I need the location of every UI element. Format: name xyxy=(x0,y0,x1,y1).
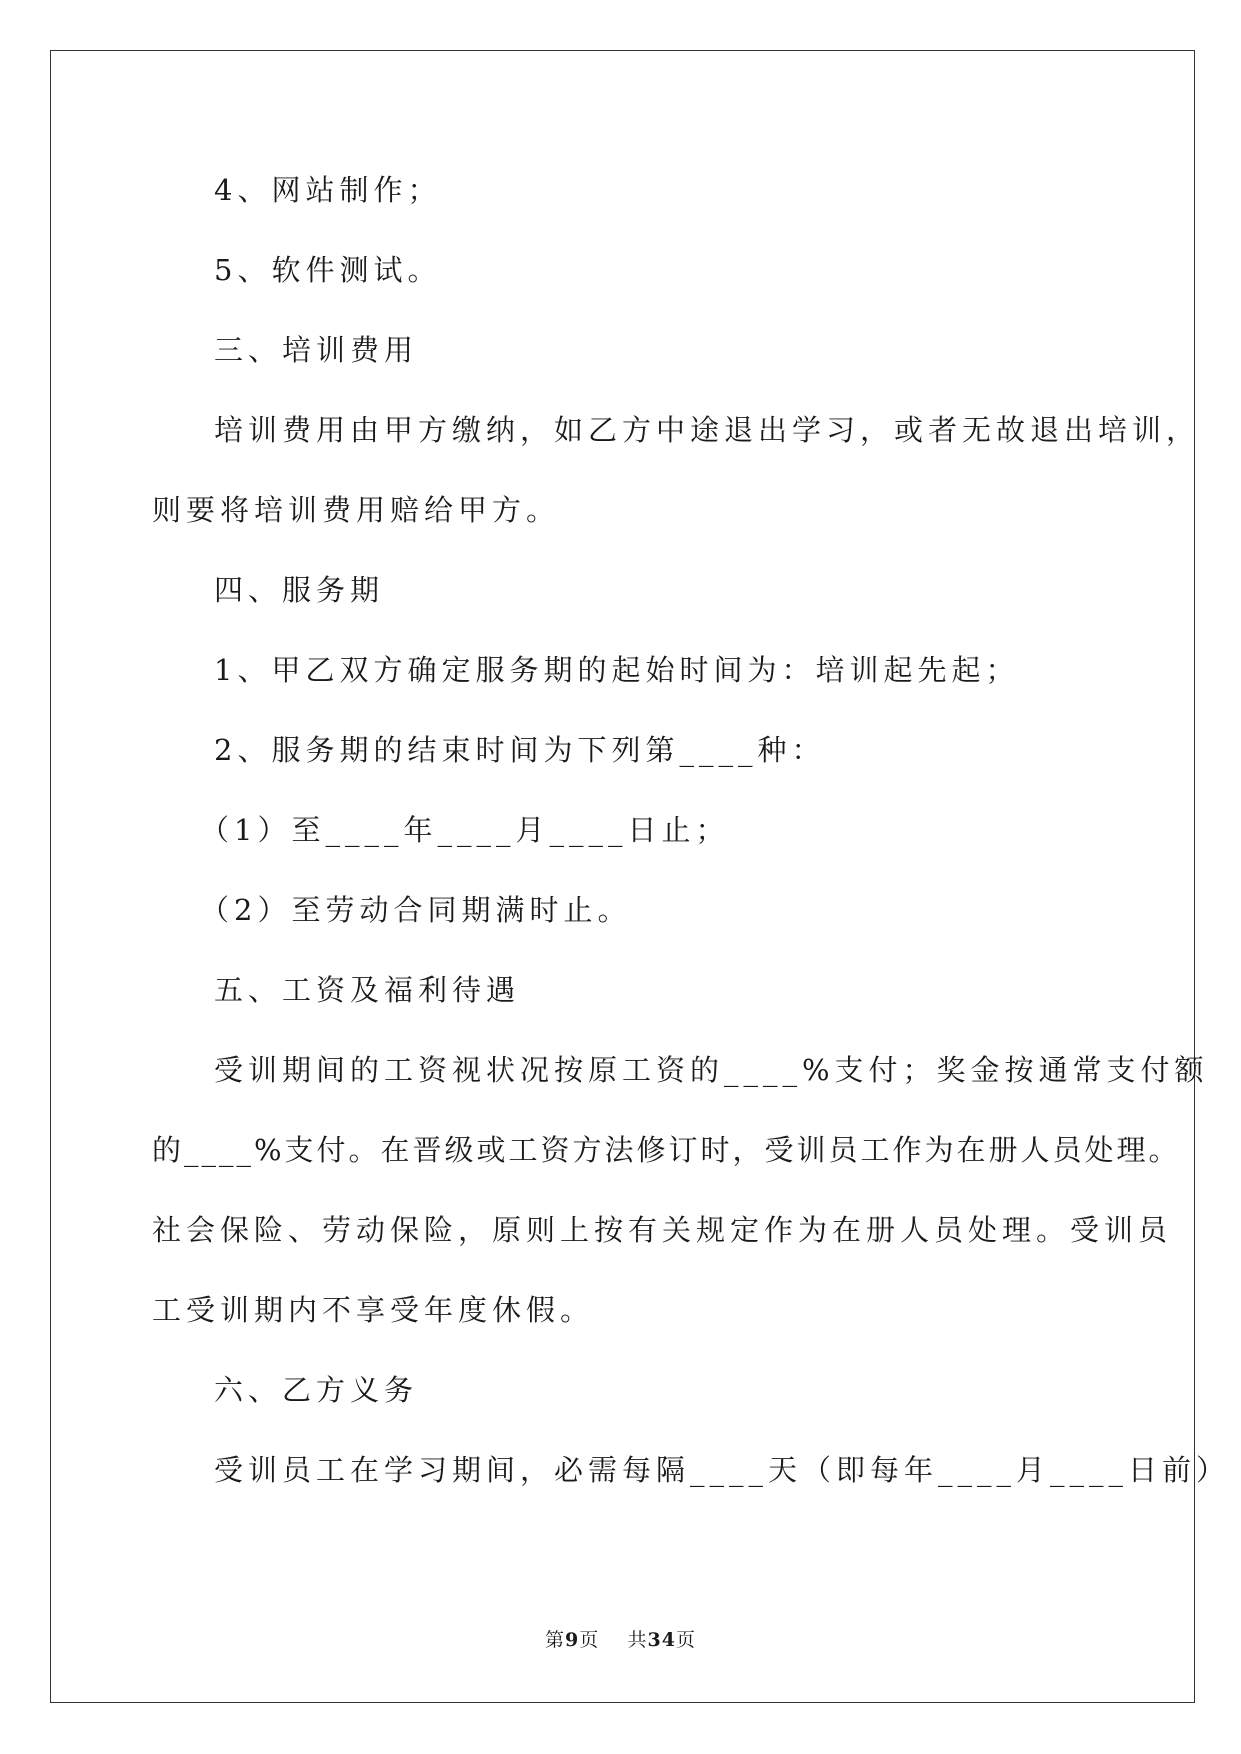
list-item-website-production: 4、网站制作； xyxy=(214,173,442,207)
paragraph-obligations-line-1: 受训员工在学习期间，必需每隔____天（即每年____月____日前） xyxy=(214,1453,1231,1487)
option-item-2: （2）至劳动合同期满时止。 xyxy=(200,893,632,927)
section-heading-salary-benefits: 五、工资及福利待遇 xyxy=(214,973,521,1007)
total-prefix: 共 xyxy=(627,1629,648,1651)
total-pages: 34 xyxy=(647,1629,676,1651)
paragraph-training-fee-line-2: 则要将培训费用赔给甲方。 xyxy=(152,493,561,527)
total-suffix: 页 xyxy=(675,1629,696,1651)
page-suffix: 页 xyxy=(579,1629,600,1651)
paragraph-salary-line-3: 社会保险、劳动保险，原则上按有关规定作为在册人员处理。受训员 xyxy=(152,1213,1173,1247)
page-number: 9 xyxy=(565,1629,580,1651)
paragraph-salary-line-1: 受训期间的工资视状况按原工资的____%支付；奖金按通常支付额 xyxy=(214,1053,1209,1087)
list-item-software-testing: 5、软件测试。 xyxy=(214,253,442,287)
option-item-1: （1）至____年____月____日止； xyxy=(200,813,730,847)
list-item-service-end: 2、服务期的结束时间为下列第____种： xyxy=(214,733,826,767)
page-footer xyxy=(0,1628,1241,1652)
section-heading-training-fee: 三、培训费用 xyxy=(214,333,419,367)
page-prefix: 第 xyxy=(545,1629,566,1651)
section-heading-service-period: 四、服务期 xyxy=(214,573,385,607)
paragraph-salary-line-4: 工受训期内不享受年度休假。 xyxy=(152,1293,595,1327)
paragraph-training-fee-line-1: 培训费用由甲方缴纳，如乙方中途退出学习，或者无故退出培训， xyxy=(214,413,1201,447)
section-heading-party-b-obligations: 六、乙方义务 xyxy=(214,1373,419,1407)
paragraph-salary-line-2: 的____%支付。在晋级或工资方法修订时，受训员工作为在册人员处理。 xyxy=(152,1133,1181,1167)
list-item-service-start: 1、甲乙双方确定服务期的起始时间为：培训起先起； xyxy=(214,653,1020,687)
